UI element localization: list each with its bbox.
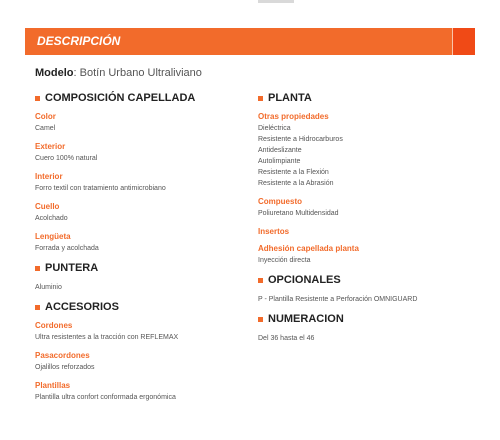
section-title-text: NUMERACION (268, 313, 344, 325)
right-column (258, 92, 488, 352)
field-label: Interior (35, 172, 63, 181)
field-compuesto (258, 197, 488, 219)
field-value: P - Plantilla Resistente a Perforación OMNIGUARD (258, 296, 418, 303)
field-value: Cuero 100% natural (35, 155, 98, 162)
field-value: Plantilla ultra confort conformada ergonómica (35, 394, 176, 401)
section-numeracion (258, 313, 488, 344)
description-header (25, 28, 475, 55)
section-title (35, 301, 255, 313)
model-line: Modelo: Botín Urbano Ultraliviano (35, 67, 202, 79)
section-puntera (35, 262, 255, 293)
square-bullet-icon (258, 317, 263, 322)
section-title (35, 262, 255, 274)
section-title-text: PLANTA (268, 92, 312, 104)
model-label: Modelo (35, 67, 74, 79)
section-opcionales (258, 274, 488, 305)
field-label: Lengüeta (35, 232, 71, 241)
square-bullet-icon (258, 278, 263, 283)
field-cordones (35, 321, 255, 343)
left-column (35, 92, 255, 411)
section-title (258, 274, 488, 286)
field-value: Ojalillos reforzados (35, 364, 95, 371)
field-value (258, 294, 488, 305)
field-exterior (35, 142, 255, 164)
field-plantillas (35, 381, 255, 403)
field-label: Pasacordones (35, 351, 90, 360)
section-title (258, 313, 488, 325)
field-value: Acolchado (35, 215, 68, 222)
field-value: Autolimpiante (258, 158, 301, 165)
section-title (35, 92, 255, 104)
field-value: Resistente a la Flexión (258, 169, 329, 176)
field-label: Plantillas (35, 381, 71, 390)
section-title-text: ACCESORIOS (45, 301, 119, 313)
square-bullet-icon (35, 266, 40, 271)
field-value: Resistente a la Abrasión (258, 180, 334, 187)
section-title-text: COMPOSICIÓN CAPELLADA (45, 92, 196, 104)
model-value: Botín Urbano Ultraliviano (79, 67, 202, 79)
section-accesorios (35, 301, 255, 403)
field-label: Compuesto (258, 197, 302, 206)
field-value: Del 36 hasta el 46 (258, 335, 315, 342)
field-lengueta (35, 232, 255, 254)
field-pasacordones (35, 351, 255, 373)
field-color (35, 112, 255, 134)
field-label: Exterior (35, 142, 66, 151)
field-value: Poliuretano Multidensidad (258, 210, 339, 217)
field-value: Forro textil con tratamiento antimicrobiano (35, 185, 166, 192)
field-value: Ultra resistentes a la tracción con REFLEMAX (35, 334, 179, 341)
field-cuello (35, 202, 255, 224)
field-value: Camel (35, 125, 56, 132)
field-label: Color (35, 112, 56, 121)
section-planta (258, 92, 488, 266)
square-bullet-icon (35, 96, 40, 101)
field-label: Cuello (35, 202, 60, 211)
field-value: Dieléctrica (258, 125, 291, 132)
field-value (35, 282, 255, 293)
field-value: Inyección directa (258, 257, 311, 264)
section-title-text: PUNTERA (45, 262, 99, 274)
field-adhesion-capellada-planta (258, 244, 488, 266)
square-bullet-icon (258, 96, 263, 101)
field-label: Cordones (35, 321, 73, 330)
header-title: DESCRIPCIÓN (37, 34, 121, 48)
field-value: Resistente a Hidrocarburos (258, 136, 343, 143)
square-bullet-icon (35, 305, 40, 310)
field-value: Forrada y acolchada (35, 245, 99, 252)
field-value: Aluminio (35, 284, 62, 291)
header-edge-block (453, 28, 475, 55)
top-divider (258, 0, 294, 3)
field-interior (35, 172, 255, 194)
field-value: Antideslizante (258, 147, 302, 154)
field-otras-propiedades (258, 112, 488, 189)
section-title (258, 92, 488, 104)
field-label: Adhesión capellada planta (258, 244, 359, 253)
field-label: Insertos (258, 227, 290, 236)
section-composicion-capellada (35, 92, 255, 254)
field-insertos (258, 227, 488, 236)
section-title-text: OPCIONALES (268, 274, 341, 286)
field-value (258, 333, 488, 344)
field-label: Otras propiedades (258, 112, 329, 121)
